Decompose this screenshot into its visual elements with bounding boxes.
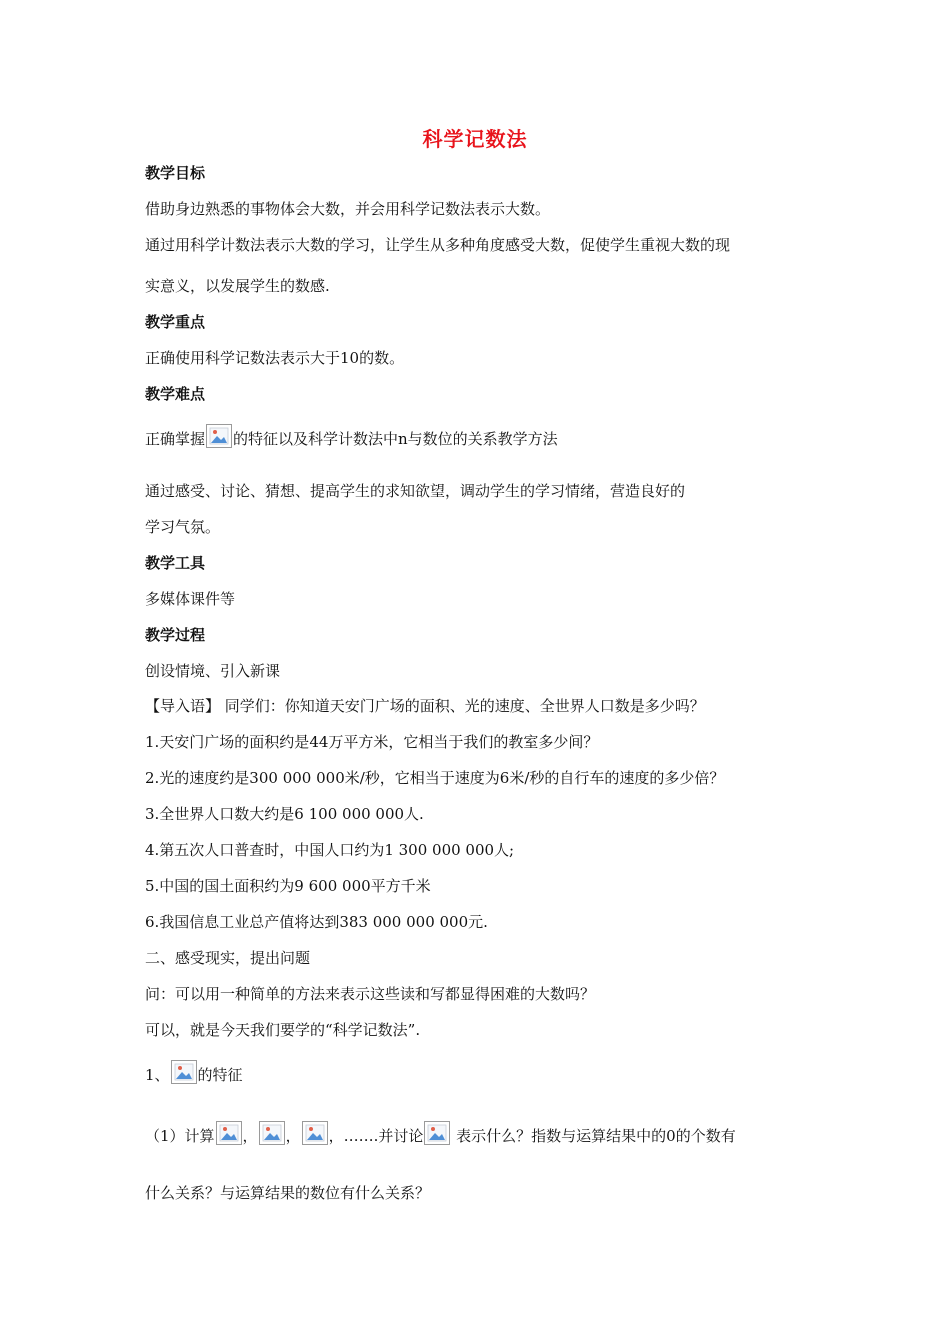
key-points-text: 正确使用科学记数法表示大于10的数。 bbox=[145, 349, 405, 367]
broken-image-icon bbox=[302, 1121, 328, 1145]
feature-line bbox=[145, 1060, 243, 1085]
broken-image-icon bbox=[216, 1121, 242, 1145]
list-item: 5.中国的国土面积约为9 600 000平方千米 bbox=[145, 877, 431, 895]
calc-prefix: （1）计算 bbox=[145, 1127, 215, 1145]
calc-suffix: 表示什么？指数与运算结果中的0的个数有 bbox=[451, 1127, 736, 1145]
list-item: 3.全世界人口数大约是6 100 000 000人. bbox=[145, 805, 424, 823]
broken-image-icon bbox=[259, 1121, 285, 1145]
method-line-2: 学习气氛。 bbox=[145, 518, 221, 536]
method-line-1: 通过感受、讨论、猜想、提高学生的求知欲望，调动学生的学习情绪，营造良好的 bbox=[145, 482, 686, 500]
page-title: 科学记数法 bbox=[422, 127, 528, 151]
calculation-line bbox=[145, 1121, 736, 1146]
difficulties-suffix: 的特征以及科学计数法中n与数位的关系教学方法 bbox=[233, 430, 558, 448]
difficulties-prefix: 正确掌握 bbox=[145, 430, 206, 448]
difficulties-text bbox=[145, 424, 558, 449]
comma: ， bbox=[242, 1127, 258, 1145]
objective-2-line-2: 实意义，以发展学生的数感. bbox=[145, 277, 330, 295]
difficulties-heading: 教学难点 bbox=[145, 385, 206, 403]
tools-text: 多媒体课件等 bbox=[145, 590, 236, 608]
broken-image-icon bbox=[206, 424, 232, 448]
ellipsis: …… bbox=[343, 1127, 374, 1145]
list-item: 4.第五次人口普查时，中国人口约为1 300 000 000人; bbox=[145, 841, 515, 859]
broken-image-icon bbox=[424, 1121, 450, 1145]
objectives-heading: 教学目标 bbox=[145, 164, 206, 182]
discuss-text: .并讨论 bbox=[373, 1127, 424, 1145]
comma: ， bbox=[285, 1127, 301, 1145]
list-item: 2.光的速度约是300 000 000米/秒，它相当于速度为6米/秒的自行车的速度的多少倍？ bbox=[145, 769, 725, 787]
feature-suffix: 的特征 bbox=[197, 1066, 243, 1084]
answer-text: 可以，就是今天我们要学的“科学记数法”. bbox=[145, 1021, 421, 1039]
lead-in-text: 【导入语】 同学们：你知道天安门广场的面积、光的速度、全世界人口数是多少吗？ bbox=[145, 697, 705, 715]
list-item: 6.我国信息工业总产值将达到383 000 000 000元. bbox=[145, 913, 488, 931]
broken-image-icon bbox=[171, 1060, 197, 1084]
part-two-heading: 二、感受现实，提出问题 bbox=[145, 949, 311, 967]
objective-2-line-1: 通过用科学计数法表示大数的学习，让学生从多种角度感受大数，促使学生重视大数的现 bbox=[145, 236, 731, 254]
process-heading: 教学过程 bbox=[145, 626, 206, 644]
comma: ， bbox=[328, 1127, 344, 1145]
list-item: 1.天安门广场的面积约是44万平方米，它相当于我们的教室多少间？ bbox=[145, 733, 599, 751]
key-points-heading: 教学重点 bbox=[145, 313, 206, 331]
objective-1: 借助身边熟悉的事物体会大数，并会用科学记数法表示大数。 bbox=[145, 200, 551, 218]
process-intro: 创设情境、引入新课 bbox=[145, 662, 281, 680]
feature-prefix: 1、 bbox=[145, 1066, 170, 1084]
tools-heading: 教学工具 bbox=[145, 554, 206, 572]
calculation-continuation: 什么关系？与运算结果的数位有什么关系？ bbox=[145, 1184, 431, 1202]
question-text: 问：可以用一种简单的方法来表示这些读和写都显得困难的大数吗？ bbox=[145, 985, 596, 1003]
